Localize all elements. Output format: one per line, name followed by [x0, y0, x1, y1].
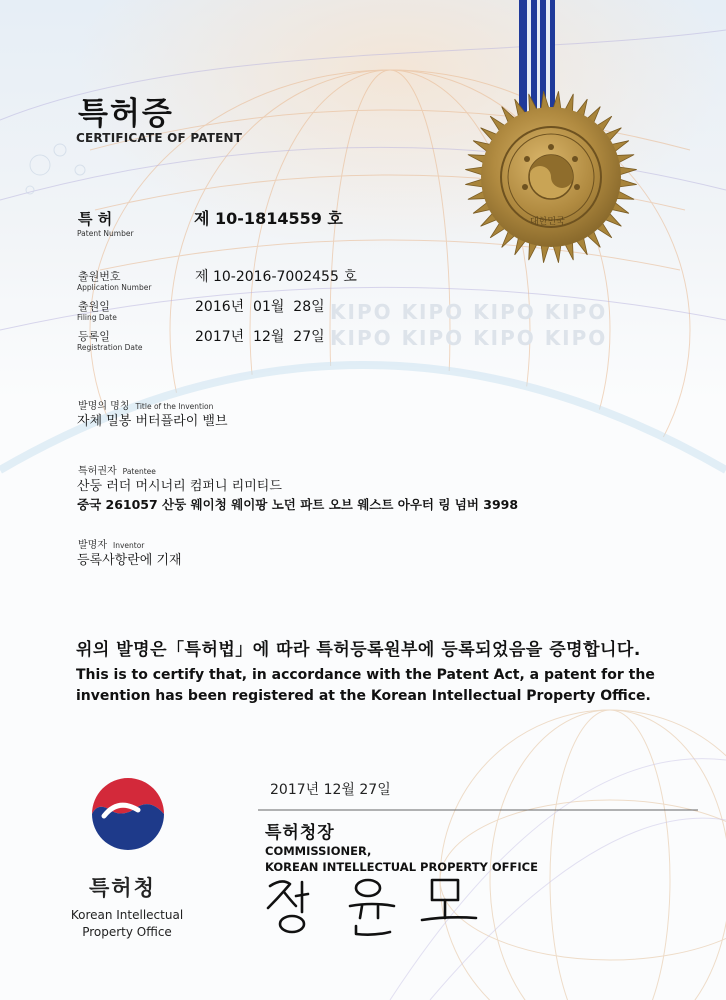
- certificate-subtitle: CERTIFICATE OF PATENT: [76, 131, 243, 145]
- issue-date: 2017년 12월 27일: [270, 782, 391, 798]
- filing-date-value: 2016년 01월 28일: [195, 299, 325, 315]
- watermark: KIPO KIPO KIPO KIPO: [330, 300, 608, 324]
- signature: [262, 872, 492, 940]
- patent-number-value: 제 10-1814559 호: [194, 209, 343, 228]
- kipo-logo-icon: [86, 776, 170, 860]
- patent-number-label-en: Patent Number: [77, 229, 134, 238]
- certification-statement-kr: 위의 발명은「특허법」에 따라 특허등록원부에 등록되었음을 증명합니다.: [76, 640, 641, 660]
- seal-text: 대한민국: [530, 217, 565, 227]
- inventor-value: 등록사항란에 기재: [77, 553, 182, 568]
- registration-date-label-en: Registration Date: [77, 343, 143, 352]
- certificate-title: 특허증: [78, 96, 174, 132]
- invention-title-label: 발명의 명칭: [78, 401, 130, 412]
- application-number-label: 출원번호: [78, 270, 121, 283]
- certification-statement-en: This is to certify that, in accordance with the Patent Act, a patent for the invention has been registered at the Korean Intellectual Property Office.: [76, 667, 655, 704]
- commissioner-title: 특허청장: [265, 823, 335, 843]
- filing-date-label: 출원일: [78, 300, 110, 313]
- patentee-address: 중국 261057 산둥 웨이청 웨이팡 노던 파트 오브 웨스트 아우터 링 넘버 3998: [77, 497, 519, 512]
- commissioner-title-en: COMMISSIONER,: [265, 844, 372, 858]
- patentee-label: 특허권자: [78, 466, 117, 477]
- application-number-value: 제 10-2016-7002455 호: [195, 269, 357, 285]
- application-number-label-en: Application Number: [77, 283, 152, 292]
- inventor-label-en: Inventor: [112, 541, 145, 550]
- invention-title-label-en: Title of the Invention: [135, 402, 214, 411]
- patentee-label-en: Patentee: [122, 467, 156, 476]
- watermark: KIPO KIPO KIPO KIPO: [330, 326, 608, 350]
- filing-date-label-en: Filing Date: [77, 313, 117, 322]
- patentee-name: 산둥 러더 머시너리 컴퍼니 리미티드: [77, 479, 282, 494]
- invention-title-value: 자체 밀봉 버터플라이 밸브: [77, 414, 228, 429]
- registration-date-label: 등록일: [78, 330, 110, 343]
- office-name-en: Korean Intellectual Property Office: [70, 908, 184, 939]
- office-name-kr: 특허청: [89, 876, 156, 900]
- commissioner-office-en: KOREAN INTELLECTUAL PROPERTY OFFICE: [265, 860, 538, 874]
- inventor-label: 발명자: [78, 540, 107, 551]
- registration-date-value: 2017년 12월 27일: [195, 329, 325, 345]
- patent-number-label: 특 허: [78, 210, 113, 228]
- gold-seal-icon: [465, 91, 636, 262]
